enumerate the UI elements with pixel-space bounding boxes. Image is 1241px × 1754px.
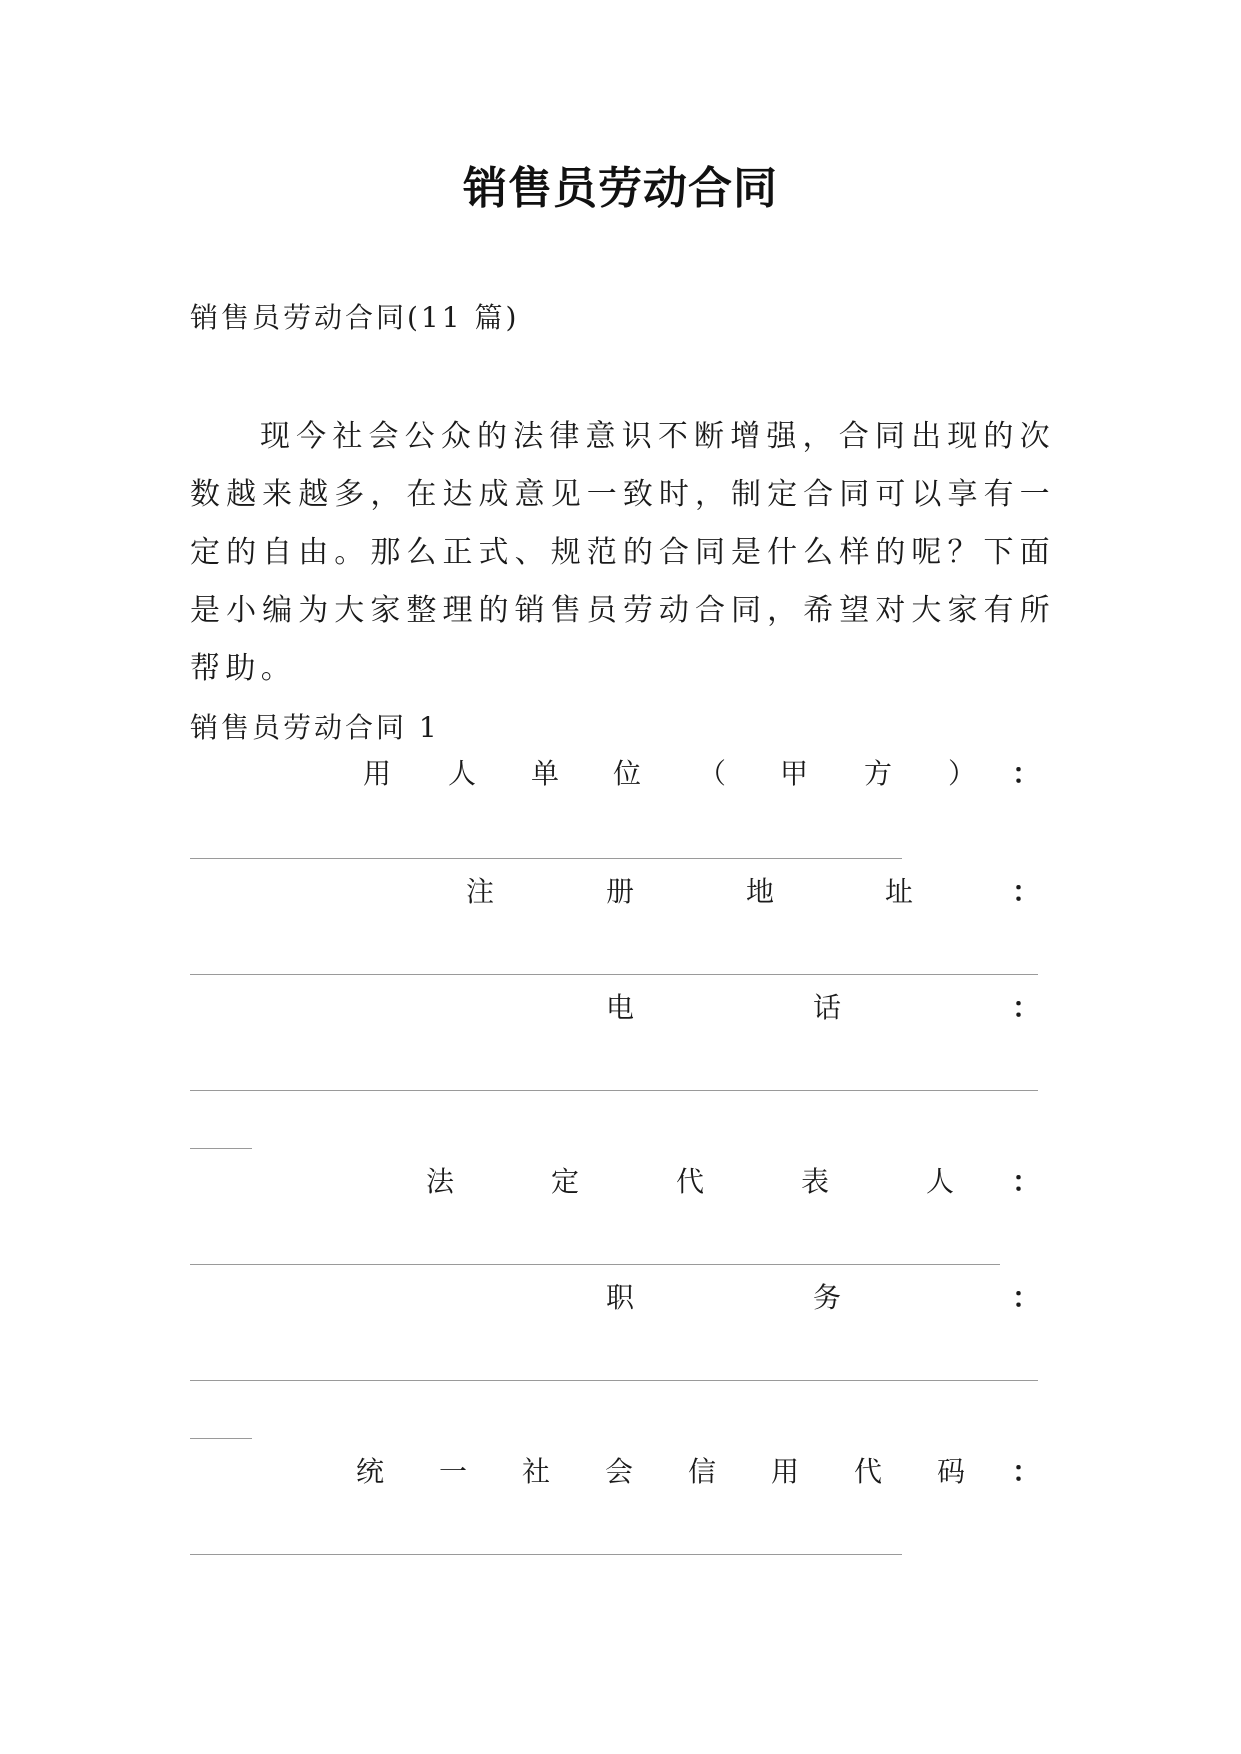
- field-colon: ：: [1011, 1281, 1040, 1314]
- field-label-char: 一: [438, 1455, 468, 1488]
- field-label-char: 社: [521, 1455, 551, 1488]
- intro-paragraph: 现今社会公众的法律意识不断增强，合同出现的次数越来越多，在达成意见一致时，制定合同可以享有一定的自由。那么正式、规范的合同是什么样的呢？下面是小编为大家整理的销售员劳动合同，希望对大家有所帮助。: [190, 419, 1055, 686]
- field-label-char: 代: [853, 1455, 883, 1488]
- field-label-char: 法: [425, 1165, 455, 1198]
- fill-in-line[interactable]: [190, 1380, 1038, 1381]
- field-label-char: 务: [812, 1281, 842, 1314]
- field-label-char: 人: [447, 757, 477, 790]
- field-label-char: 册: [605, 875, 635, 908]
- fill-in-line[interactable]: [190, 1090, 1038, 1091]
- field-label-char: 统: [355, 1455, 385, 1488]
- field-label-char: 话: [812, 991, 842, 1024]
- document-title: 销售员劳动合同: [463, 163, 778, 214]
- fill-in-line[interactable]: [190, 858, 902, 859]
- field-label-char: 址: [884, 875, 914, 908]
- field-position: [190, 1276, 1040, 1316]
- field-colon: ：: [1011, 1455, 1040, 1488]
- fill-in-line[interactable]: [190, 1438, 252, 1439]
- field-label-char: （: [697, 757, 727, 790]
- field-legal-representative: [190, 1160, 1040, 1200]
- field-colon: ：: [1011, 991, 1040, 1024]
- field-label-char: 码: [936, 1455, 966, 1488]
- fill-in-line[interactable]: [190, 1264, 1000, 1265]
- field-label-char: 用: [362, 757, 392, 790]
- field-label-char: 会: [604, 1455, 634, 1488]
- field-colon: ：: [1011, 875, 1040, 908]
- field-colon: ：: [1011, 1165, 1040, 1198]
- field-phone: [190, 986, 1040, 1026]
- field-label-char: 信: [687, 1455, 717, 1488]
- fill-in-line[interactable]: [190, 1148, 252, 1149]
- field-label-char: 人: [925, 1165, 955, 1198]
- field-label-char: 注: [465, 875, 495, 908]
- field-address: [190, 870, 1040, 910]
- fill-in-line[interactable]: [190, 1554, 902, 1555]
- field-label-char: 甲: [779, 757, 809, 790]
- field-label-char: 单: [530, 757, 560, 790]
- field-label-char: 表: [800, 1165, 830, 1198]
- fill-in-line[interactable]: [190, 974, 1038, 975]
- document-subtitle: 销售员劳动合同(11 篇): [190, 301, 520, 334]
- field-label-char: 地: [745, 875, 775, 908]
- section-heading: 销售员劳动合同 1: [190, 711, 440, 744]
- field-label-char: ）: [947, 757, 977, 790]
- field-employer: [190, 752, 1040, 792]
- field-label-char: 位: [612, 757, 642, 790]
- field-label-char: 定: [550, 1165, 580, 1198]
- field-credit-code: [190, 1450, 1040, 1490]
- field-label-char: 电: [605, 991, 635, 1024]
- field-colon: ：: [1011, 757, 1040, 790]
- field-label-char: 方: [863, 757, 893, 790]
- field-label-char: 用: [770, 1455, 800, 1488]
- field-label-char: 职: [605, 1281, 635, 1314]
- field-label-char: 代: [675, 1165, 705, 1198]
